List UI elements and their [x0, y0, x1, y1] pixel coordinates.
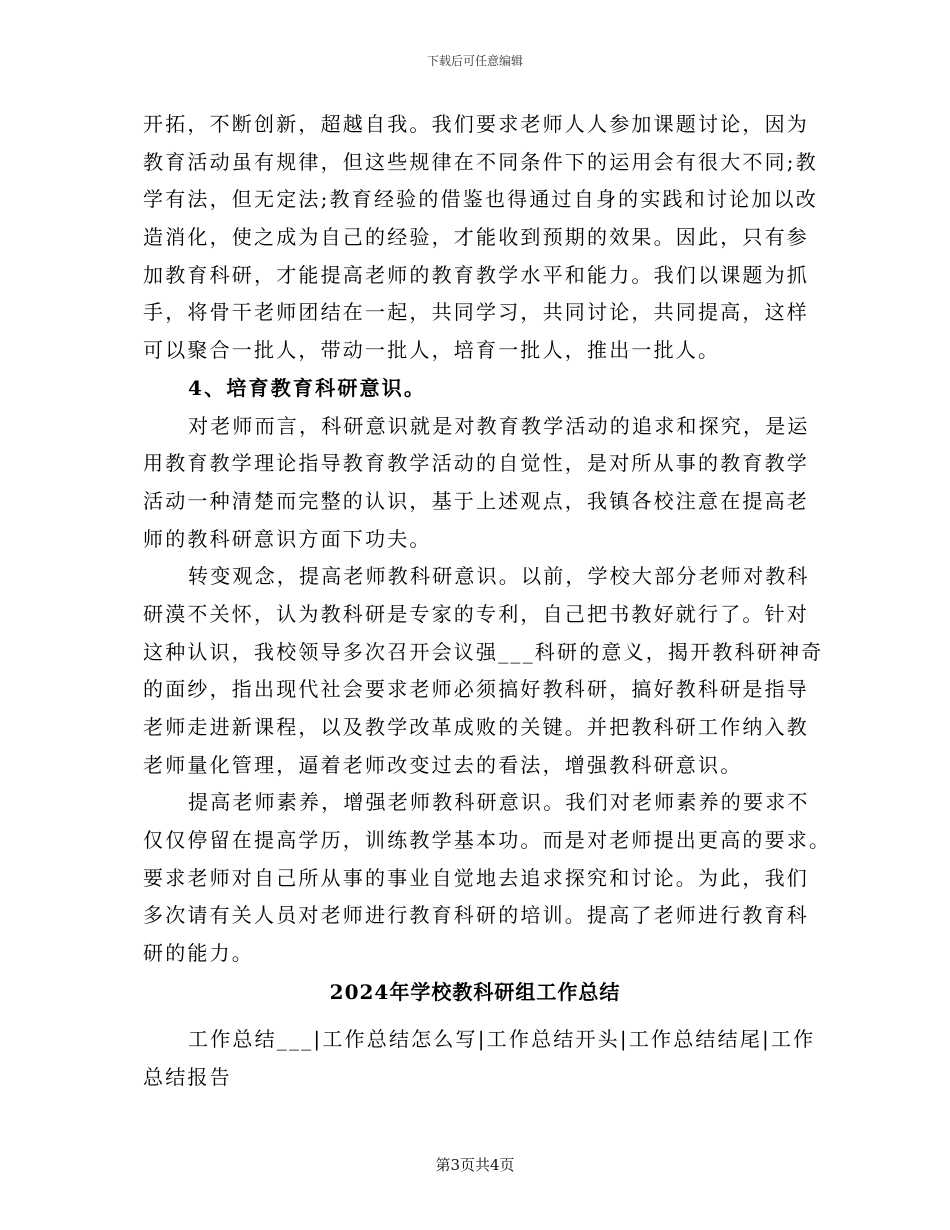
paragraph-line: 要求老师对自己所从事的事业自觉地去追求探究和讨论。为此，我们: [143, 865, 809, 890]
paragraph-line: 老师量化管理，逼着老师改变过去的看法，增强教科研意识。: [143, 752, 743, 777]
paragraph-line: 转变观念，提高老师教科研意识。以前，学校大部分老师对教科: [188, 564, 810, 589]
section-heading: 4、培育教育科研意识。: [188, 375, 427, 400]
paragraph-line: 可以聚合一批人，带动一批人，培育一批人，推出一批人。: [143, 338, 721, 363]
document-title: 2024年学校教科研组工作总结: [329, 980, 621, 1004]
paragraph-line: 师的教科研意识方面下功夫。: [143, 526, 432, 551]
paragraph-line: 用教育教学理论指导教育教学活动的自觉性，是对所从事的教育教学: [143, 451, 809, 476]
paragraph-line: 对老师而言，科研意识就是对教育教学活动的追求和探究，是运: [188, 413, 810, 438]
paragraph-line: 学有法，但无定法;教育经验的借鉴也得通过自身的实践和讨论加以改: [143, 187, 818, 212]
page-header: 下载后可任意编辑: [426, 54, 523, 68]
paragraph-line: 造消化，使之成为自己的经验，才能收到预期的效果。因此，只有参: [143, 225, 809, 250]
paragraph-line: 提高老师素养，增强老师教科研意识。我们对老师素养的要求不: [188, 790, 810, 815]
body-text: [143, 106, 832, 973]
keywords-text: [143, 1021, 816, 1096]
paragraph-line: 加教育科研，才能提高老师的教育教学水平和能力。我们以课题为抓: [143, 262, 809, 287]
paragraph-line: 手，将骨干老师团结在一起，共同学习，共同讨论，共同提高，这样: [143, 300, 809, 325]
paragraph-line: 总结报告: [143, 1064, 232, 1089]
paragraph-line: 开拓，不断创新，超越自我。我们要求老师人人参加课题讨论，因为: [143, 112, 809, 136]
paragraph-line: 研漠不关怀，认为教科研是专家的专利，自己把书教好就行了。针对: [143, 601, 809, 626]
page-number: 第3页共4页: [435, 1156, 515, 1174]
paragraph-line: 活动一种清楚而完整的认识，基于上述观点，我镇各校注意在提高老: [143, 488, 809, 513]
paragraph-line: 多次请有关人员对老师进行教育科研的培训。提高了老师进行教育科: [143, 903, 809, 928]
paragraph-line: 的面纱，指出现代社会要求老师必须搞好教科研，搞好教科研是指导: [143, 677, 809, 702]
paragraph-line: 工作总结___|工作总结怎么写|工作总结开头|工作总结结尾|工作: [188, 1027, 816, 1051]
paragraph-line: 仅仅停留在提高学历，训练教学基本功。而是对老师提出更高的要求。: [143, 828, 832, 853]
paragraph-line: 老师走进新课程，以及教学改革成败的关键。并把教科研工作纳入教: [143, 715, 809, 739]
paragraph-line: 这种认识，我校领导多次召开会议强___科研的意义，揭开教科研神奇: [143, 639, 824, 664]
paragraph-line: 研的能力。: [143, 941, 254, 966]
paragraph-line: 教育活动虽有规律，但这些规律在不同条件下的运用会有很大不同;教: [143, 149, 818, 174]
